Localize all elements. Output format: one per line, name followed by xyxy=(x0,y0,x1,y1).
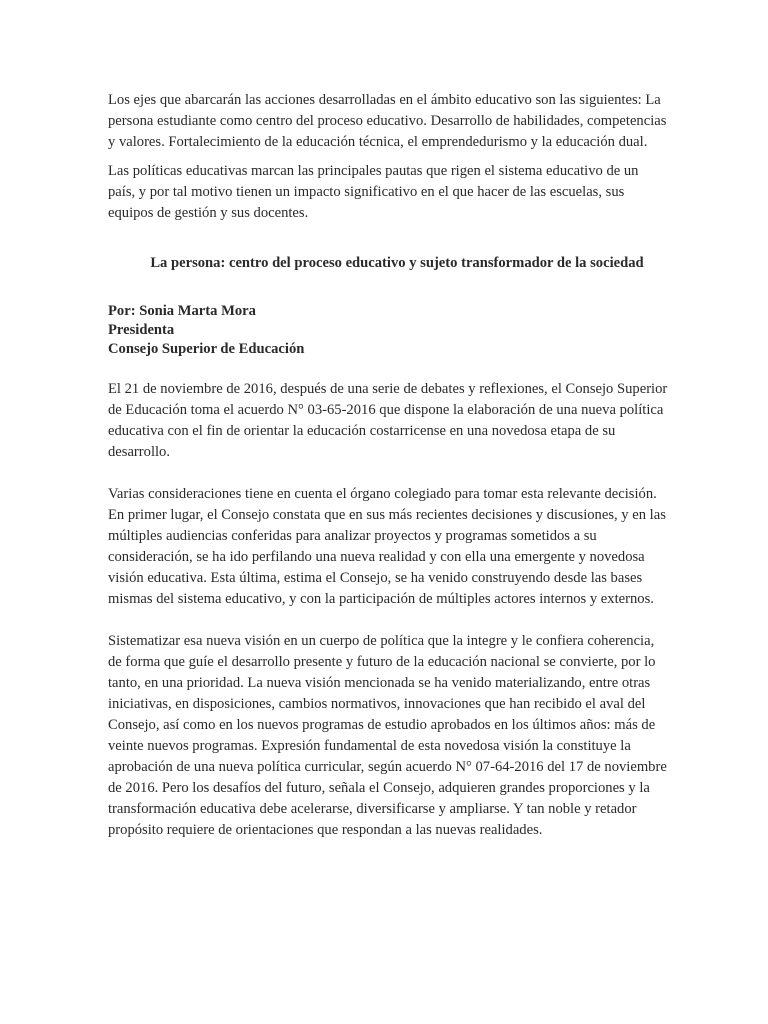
byline-author: Por: Sonia Marta Mora xyxy=(108,303,256,319)
document-page xyxy=(108,90,668,862)
intro-paragraph: Los ejes que abarcarán las acciones desarrolladas en el ámbito educativo son las siguientes: La persona estudiante como centro del proceso educativo. Desarrollo de habilidades, competencias y valores. Fortalecimiento de la educación técnica, el emprendedurismo y la educación dual. xyxy=(108,92,667,150)
body-paragraph-1: El 21 de noviembre de 2016, después de una serie de debates y reflexiones, el Consejo Superior de Educación toma el acuerdo N° 03-65-2016 que dispone la elaboración de una nueva política educativa con el fin de orientar la educación costarricense en una novedosa etapa de su desarrollo. xyxy=(108,381,668,460)
body-paragraph-3: Sistematizar esa nueva visión en un cuerpo de política que la integre y le confiera coherencia, de forma que guíe el desarrollo presente y futuro de la educación nacional se convierte, por lo tanto, en una prioridad. La nueva visión mencionada se ha venido materializando, entre otras iniciativas, en disposiciones, cambios normativos, innovaciones que han recibido el aval del Consejo, así como en los nuevos programas de estudio aprobados en los últimos años: más de veinte nuevos programas. Expresión fundamental de esta novedosa visión la constituye la aprobación de una nueva política curricular, según acuerdo N° 07-64-2016 del 17 de noviembre de 2016. Pero los desafíos del futuro, señala el Consejo, adquieren grandes proporciones y la transformación educativa debe acelerarse, diversificarse y ampliarse. Y tan noble y retador propósito requiere de orientaciones que respondan a las nuevas realidades. xyxy=(108,633,667,838)
byline-organization: Consejo Superior de Educación xyxy=(108,341,305,357)
byline xyxy=(108,302,668,359)
policy-paragraph: Las políticas educativas marcan las principales pautas que rigen el sistema educativo de un país, y por tal motivo tienen un impacto significativo en el que hacer de las escuelas, sus equipos de gestión y sus docentes. xyxy=(108,163,639,221)
byline-role: Presidenta xyxy=(108,322,175,338)
article-heading: La persona: centro del proceso educativo y sujeto transformador de la sociedad xyxy=(150,255,644,271)
body-paragraph-2: Varias consideraciones tiene en cuenta el órgano colegiado para tomar esta relevante decisión. En primer lugar, el Consejo constata que en sus más recientes decisiones y discusiones, y en las múltiples audiencias conferidas para analizar proyectos y programas sometidos a su consideración, se ha ido perfilando una nueva realidad y con ella una emergente y novedosa visión educativa. Esta última, estima el Consejo, se ha venido construyendo desde las bases mismas del sistema educativo, y con la participación de múltiples actores internos y externos. xyxy=(108,486,666,607)
